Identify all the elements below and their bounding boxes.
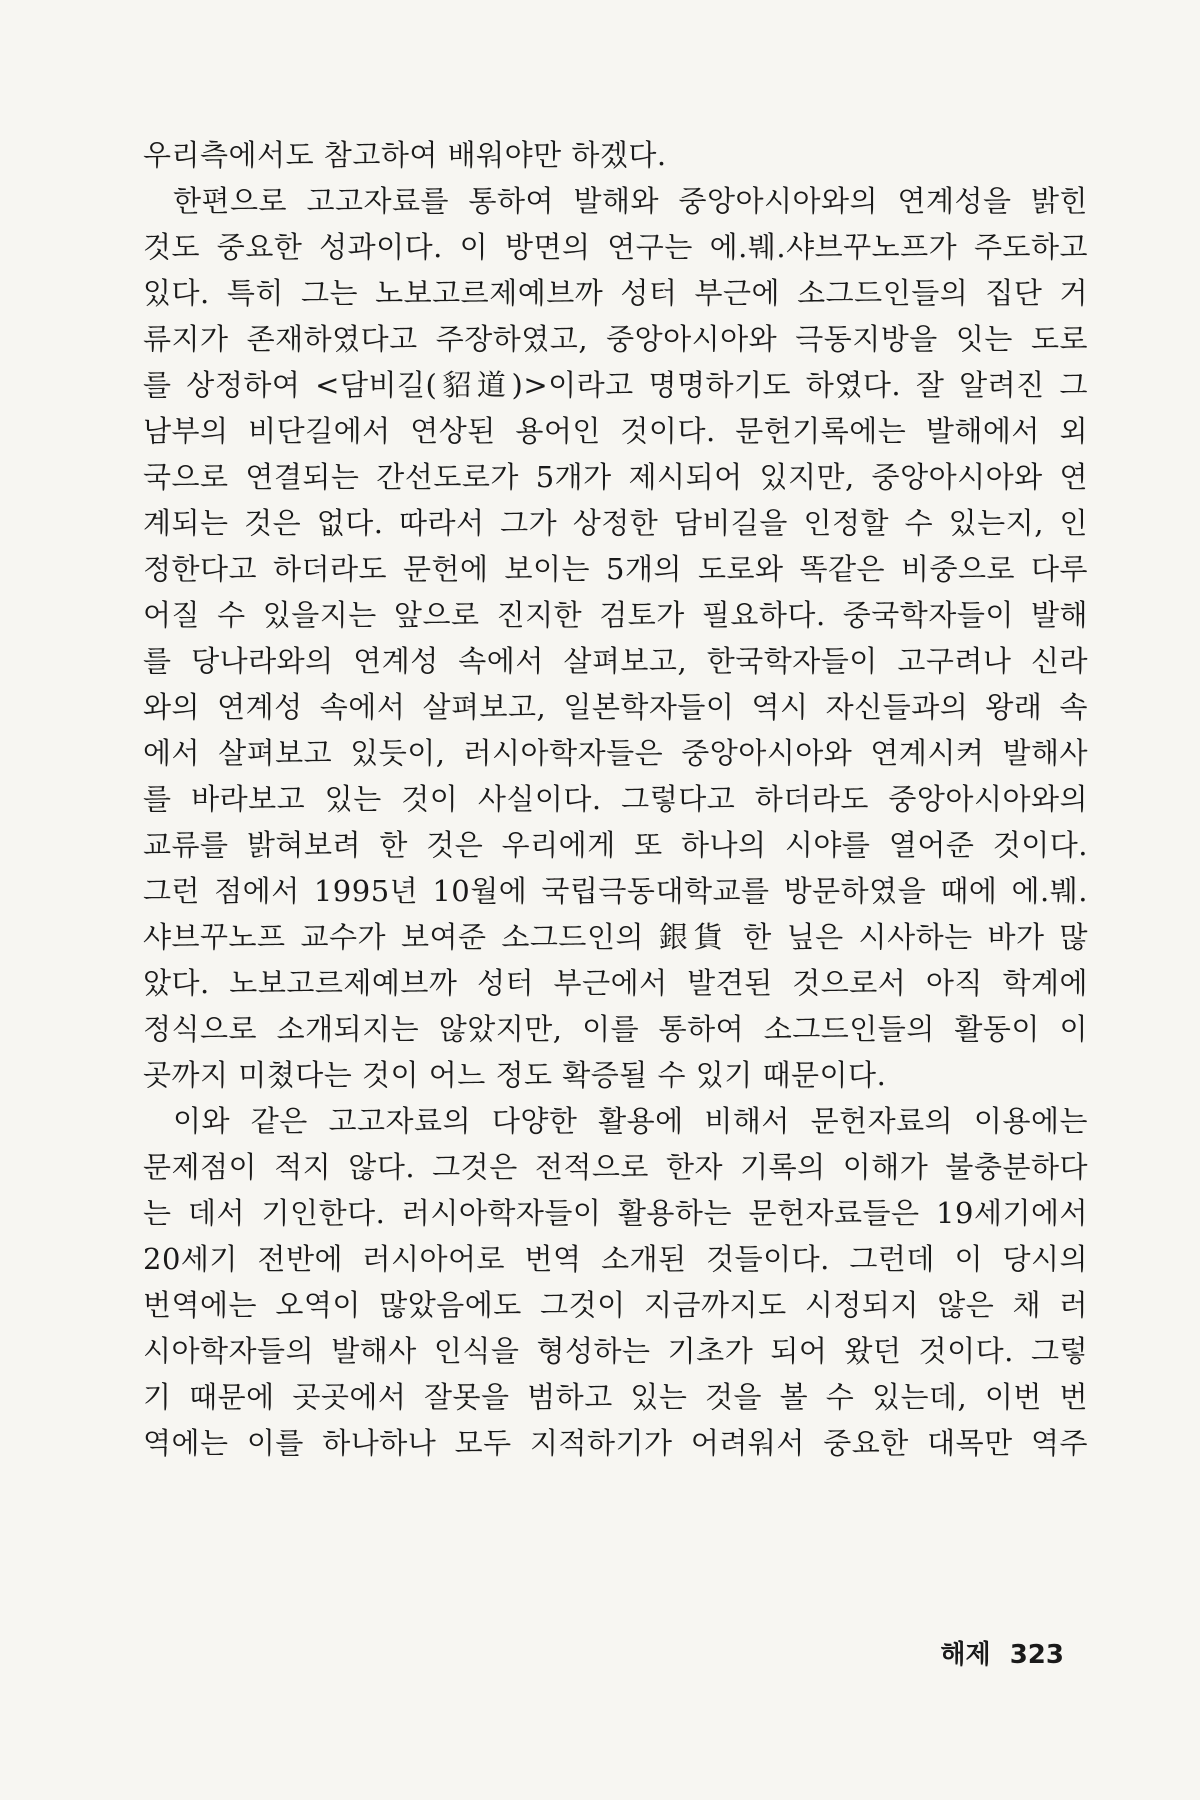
text-line: 어질 수 있을지는 앞으로 진지한 검토가 필요하다. 중국학자들이 발해	[143, 598, 1088, 632]
text-line: 국으로 연결되는 간선도로가 5개가 제시되어 있지만, 중앙아시아와 연	[143, 460, 1088, 494]
text-line: 는 데서 기인한다. 러시아학자들이 활용하는 문헌자료들은 19세기에서	[143, 1196, 1088, 1230]
text-line: 샤브꾸노프 교수가 보여준 소그드인의 銀貨 한 닢은 시사하는 바가 많	[143, 920, 1088, 954]
text-line: 20세기 전반에 러시아어로 번역 소개된 것들이다. 그런데 이 당시의	[143, 1242, 1088, 1276]
text-line: 를 당나라와의 연계성 속에서 살펴보고, 한국학자들이 고구려나 신라	[143, 644, 1088, 678]
text-line: 교류를 밝혀보려 한 것은 우리에게 또 하나의 시야를 열어준 것이다.	[143, 828, 1088, 862]
text-line: 를 바라보고 있는 것이 사실이다. 그렇다고 하더라도 중앙아시아와의	[143, 782, 1088, 816]
page-number: 323	[1009, 1640, 1064, 1670]
text-line: 것도 중요한 성과이다. 이 방면의 연구는 에.붸.샤브꾸노프가 주도하고	[143, 230, 1088, 264]
text-line: 문제점이 적지 않다. 그것은 전적으로 한자 기록의 이해가 불충분하다	[143, 1150, 1088, 1184]
text-line: 았다. 노보고르제예브까 성터 부근에서 발견된 것으로서 아직 학계에	[143, 966, 1088, 1000]
text-line: 를 상정하여 <담비길(貂道)>이라고 명명하기도 하였다. 잘 알려진 그	[143, 368, 1088, 402]
text-line: 곳까지 미쳤다는 것이 어느 정도 확증될 수 있기 때문이다.	[143, 1058, 887, 1092]
text-line: 에서 살펴보고 있듯이, 러시아학자들은 중앙아시아와 연계시켜 발해사	[143, 736, 1088, 770]
text-line: 우리측에서도 참고하여 배워야만 하겠다.	[143, 138, 667, 172]
text-line: 류지가 존재하였다고 주장하였고, 중앙아시아와 극동지방을 잇는 도로	[143, 322, 1088, 356]
text-line: 있다. 특히 그는 노보고르제예브까 성터 부근에 소그드인들의 집단 거	[143, 276, 1088, 310]
text-line: 정식으로 소개되지는 않았지만, 이를 통하여 소그드인들의 활동이 이	[143, 1012, 1088, 1046]
text-line: 시아학자들의 발해사 인식을 형성하는 기초가 되어 왔던 것이다. 그렇	[143, 1334, 1088, 1368]
text-line: 번역에는 오역이 많았음에도 그것이 지금까지도 시정되지 않은 채 러	[143, 1288, 1088, 1322]
text-line: 남부의 비단길에서 연상된 용어인 것이다. 문헌기록에는 발해에서 외	[143, 414, 1088, 448]
text-line: 계되는 것은 없다. 따라서 그가 상정한 담비길을 인정할 수 있는지, 인	[143, 506, 1088, 540]
text-line: 그런 점에서 1995년 10월에 국립극동대학교를 방문하였을 때에 에.붸.	[143, 874, 1088, 908]
text-line: 역에는 이를 하나하나 모두 지적하기가 어려워서 중요한 대목만 역주	[143, 1426, 1088, 1460]
text-line: 한편으로 고고자료를 통하여 발해와 중앙아시아와의 연계성을 밝힌	[173, 184, 1088, 218]
text-line: 정한다고 하더라도 문헌에 보이는 5개의 도로와 똑같은 비중으로 다루	[143, 552, 1088, 586]
text-line: 기 때문에 곳곳에서 잘못을 범하고 있는 것을 볼 수 있는데, 이번 번	[143, 1380, 1088, 1414]
text-line: 와의 연계성 속에서 살펴보고, 일본학자들이 역시 자신들과의 왕래 속	[143, 690, 1088, 724]
text-line: 이와 같은 고고자료의 다양한 활용에 비해서 문헌자료의 이용에는	[173, 1104, 1088, 1138]
body-text	[143, 132, 1088, 1466]
footer-section-label: 해제	[940, 1640, 991, 1670]
page-footer	[940, 1634, 1064, 1671]
